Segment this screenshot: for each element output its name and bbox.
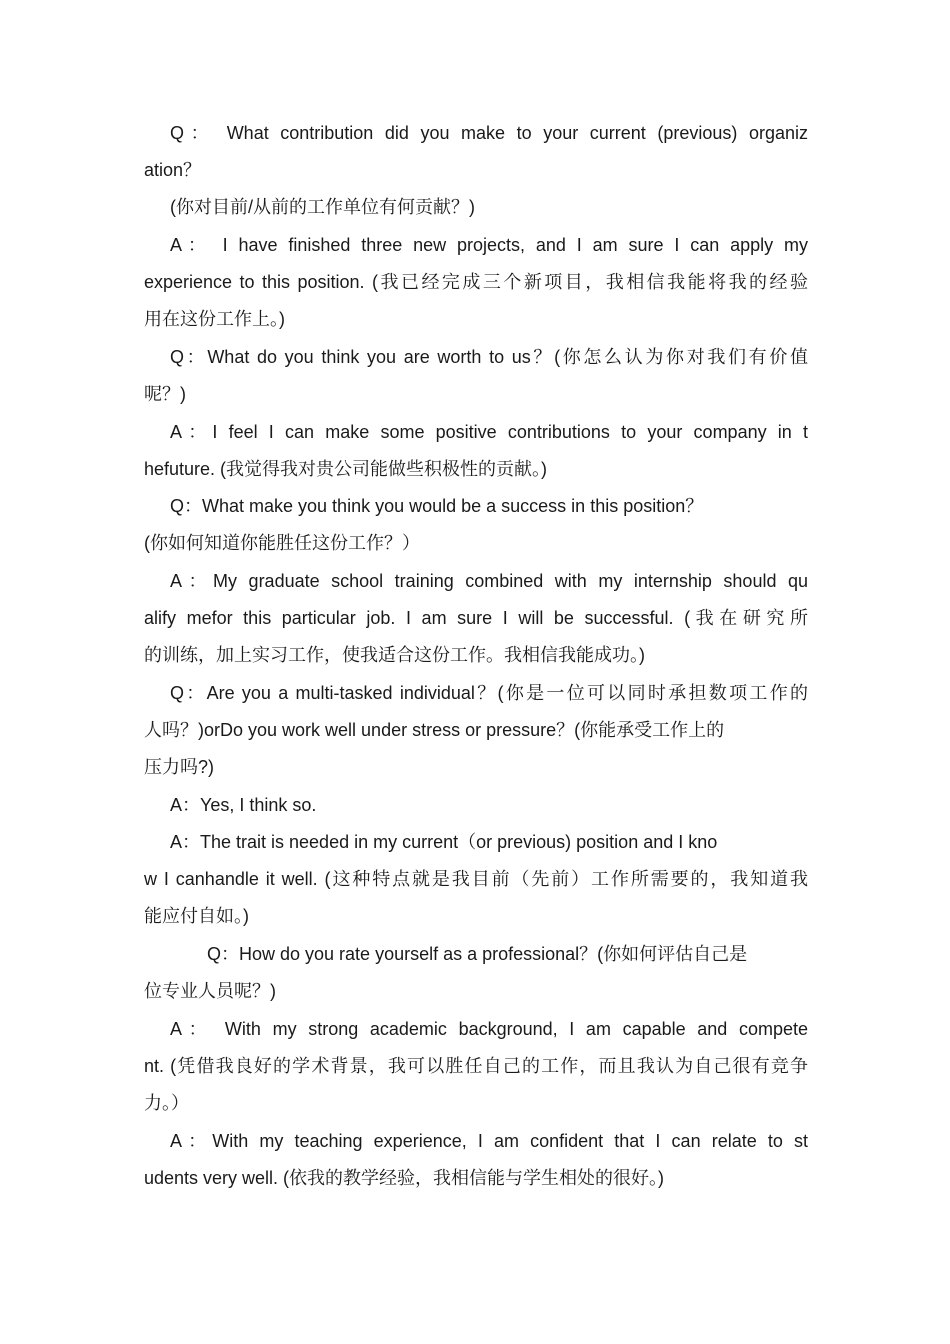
text-line: A： With my strong academic background, I am capable and compete — [170, 1019, 808, 1039]
text-line: A：Yes, I think so. — [170, 795, 317, 815]
text-line: ation？ — [144, 160, 202, 180]
text-line: 压力吗?) — [144, 757, 215, 777]
text-line: experience to this position. (我已经完成三个新项目，我相信我能将我的经验 — [144, 272, 808, 292]
text-line: 呢？) — [144, 384, 186, 404]
text-line: nt. (凭借我良好的学术背景，我可以胜任自己的工作，而且我认为自己很有竞争 — [144, 1056, 808, 1076]
text-line: A：With my teaching experience, I am confident that I can relate to st — [170, 1131, 808, 1151]
text-line: A：I feel I can make some positive contributions to your company in t — [170, 422, 808, 442]
text-line: hefuture. (我觉得我对贵公司能做些积极性的贡献。) — [144, 459, 548, 479]
text-line: 用在这份工作上。) — [144, 309, 285, 329]
text-line: (你对目前/从前的工作单位有何贡献？) — [170, 197, 475, 217]
text-line: 能应付自如。) — [144, 906, 249, 926]
text-line: 位专业人员呢？) — [144, 981, 276, 1001]
text-line: (你如何知道你能胜任这份工作？） — [144, 533, 420, 553]
text-line: 人吗？)orDo you work well under stress or pressure？(你能承受工作上的 — [144, 720, 725, 740]
text-line: Q： What contribution did you make to your current (previous) organiz — [170, 123, 808, 143]
text-line: udents very well. (依我的教学经验，我相信能与学生相处的很好。) — [144, 1168, 665, 1188]
text-line: Q：How do you rate yourself as a professional？(你如何评估自己是 — [207, 944, 748, 964]
text-line: Q：What do you think you are worth to us？(你怎么认为你对我们有价值 — [170, 347, 808, 367]
text-line: A： I have finished three new projects, and I am sure I can apply my — [170, 235, 808, 255]
text-line: w I canhandle it well. (这种特点就是我目前（先前）工作所需要的，我知道我 — [144, 869, 808, 889]
text-line: 力。） — [144, 1093, 189, 1113]
text-line: 的训练，加上实习工作，使我适合这份工作。我相信我能成功。) — [144, 645, 645, 665]
text-line: A：The trait is needed in my current（or previous) position and I kno — [170, 832, 718, 852]
text-line: Q：What make you think you would be a success in this position？ — [170, 496, 704, 516]
text-line: A：My graduate school training combined with my internship should qu — [170, 571, 808, 591]
text-line: Q：Are you a multi-tasked individual？(你是一位可以同时承担数项工作的 — [170, 683, 808, 703]
text-line: alify mefor this particular job. I am sure I will be successful. (我在研究所 — [144, 608, 808, 628]
